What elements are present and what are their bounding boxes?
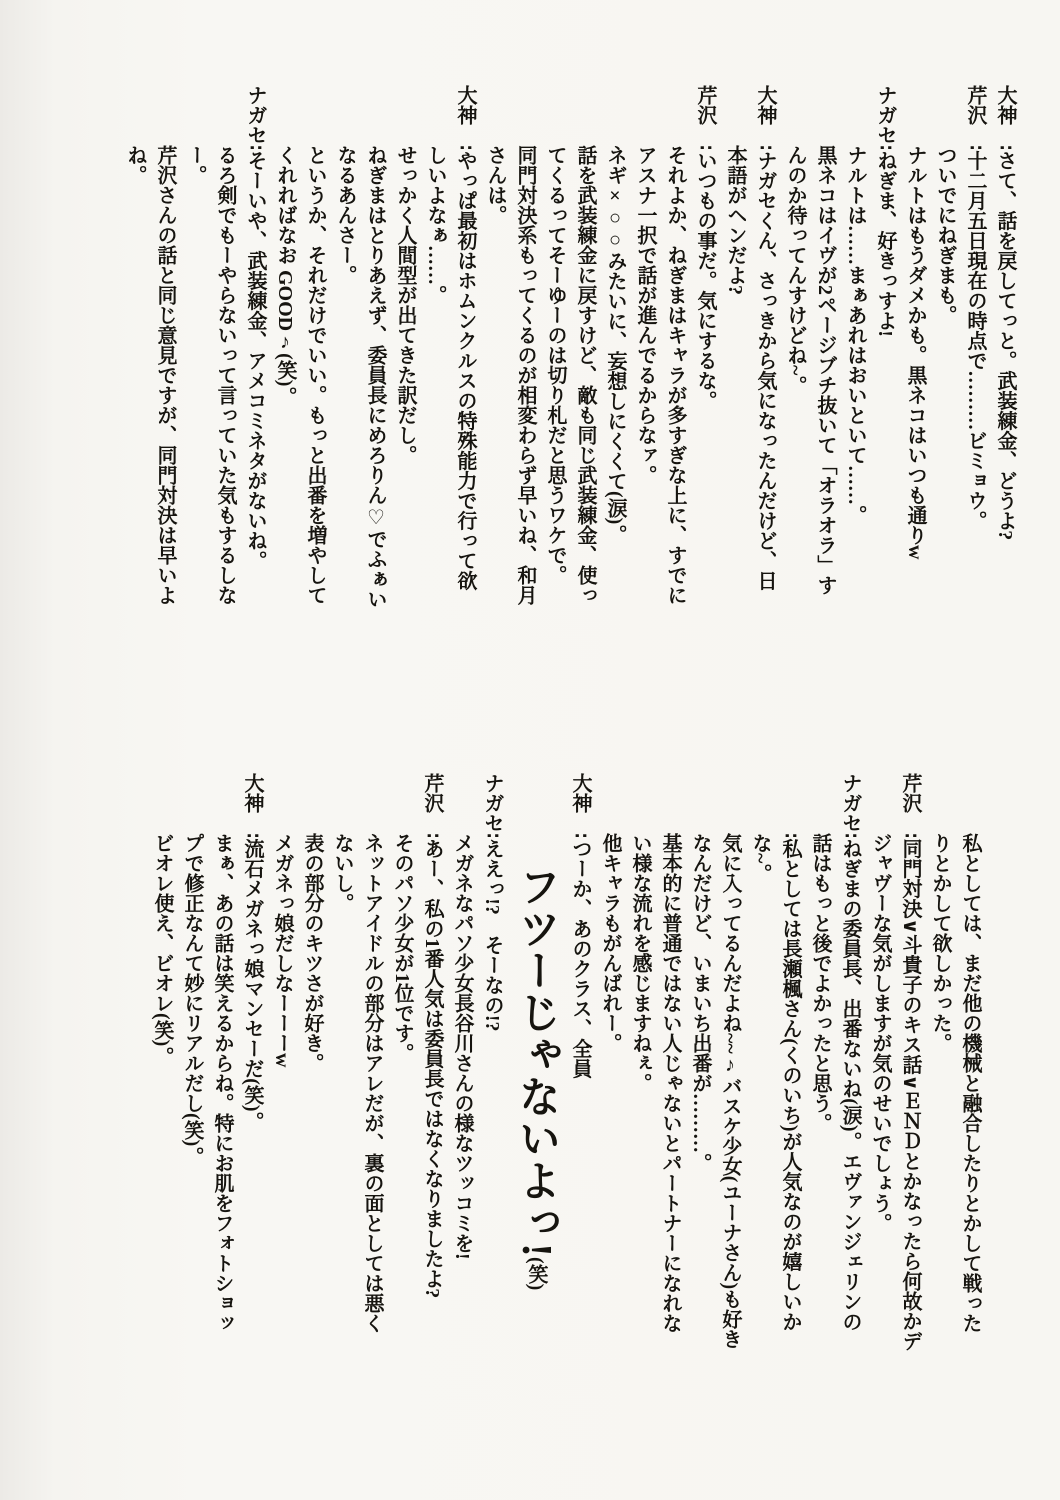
dialogue-text: るろ剣でもーやらないって言っていた気もするしなー。	[184, 145, 236, 605]
dialogue-text: 芹沢さんの話と同じ意見ですが、同門対決は早いよね。	[124, 145, 176, 605]
dialogue-text: というか、それだけでいい。もっと出番を増やしてくれればなお GOOD♪(笑)。	[274, 145, 326, 605]
speaker-label: ナガセ	[481, 773, 503, 833]
dialogue-paragraph	[540, 85, 600, 610]
dialogue-text: ∶十二月五日現在の時点で………ビミョウ。	[964, 145, 986, 531]
dialogue-paragraph	[870, 85, 900, 610]
speaker-label: 芹沢	[899, 773, 921, 833]
dialogue-text: ∶そーいや、武装練金、アメコミネタがないね。	[244, 145, 266, 571]
dialogue-text: それよか、ねぎまはキャラが多すぎな上に、すでにアスナ一択で話が進んでるからなァ。	[634, 145, 686, 605]
dialogue-text: ナルトはもうダメかも。黒ネコはいつも通りw	[904, 145, 926, 560]
dialogue-suffix: (笑)	[525, 1257, 547, 1291]
dialogue-text: ∶ねぎま、好きっすよ!	[874, 145, 896, 337]
dialogue-paragraph	[237, 773, 267, 1351]
talk-block-bottom	[147, 773, 985, 1351]
dialogue-paragraph	[630, 85, 690, 610]
speaker-label: 大神	[569, 773, 591, 833]
dialogue-paragraph	[417, 773, 447, 1351]
dialogue-text: 話を武装練金に戻すけど、敵も同じ武装練金、使ってくるってそーゆーのは切り札だと思うワケで。	[544, 145, 596, 605]
dialogue-paragraph	[805, 773, 865, 1351]
dialogue-text: ビオレ使え、ビオレ(笑)。	[151, 833, 173, 1067]
dialogue-text: ∶あー、私の1番人気は委員長ではなくなりましたよ?	[421, 833, 443, 1299]
dialogue-paragraph	[267, 773, 297, 1351]
dialogue-text: ∶つーか、あのクラス、全員	[569, 833, 591, 1079]
dialogue-paragraph	[865, 773, 925, 1351]
dialogue-text: ∶ええっ!? そーなの!?	[481, 833, 503, 1032]
dialogue-paragraph	[780, 85, 840, 610]
dialogue-paragraph	[625, 773, 685, 1351]
dialogue-text: ∶いつもの事だ。気にするな。	[694, 145, 716, 411]
dialogue-text: ∶やっぱ最初はホムンクルスの特殊能力で行って欲しいよなぁ……。	[424, 145, 476, 591]
dialogue-paragraph	[270, 85, 330, 610]
dialogue-paragraph	[387, 773, 417, 1351]
dialogue-text: まぁ、あの話は笑えるからね。特にお肌をフォトショップで修正なんて妙にリアルだし(笑)。	[181, 833, 233, 1333]
speaker-label: 芹沢	[964, 85, 986, 145]
speaker-label: 大神	[754, 85, 776, 145]
dialogue-paragraph	[990, 85, 1020, 610]
dialogue-paragraph	[447, 773, 477, 1351]
dialogue-paragraph	[480, 85, 540, 610]
dialogue-paragraph	[690, 85, 720, 610]
speaker-label: 大神	[994, 85, 1016, 145]
dialogue-paragraph	[960, 85, 990, 610]
dialogue-text: 他キャラもがんばれー。	[599, 833, 621, 1053]
dialogue-text: ∶ナガセくん、さっきから気になったんだけど、日本語がヘンだよ?	[724, 145, 776, 591]
speaker-label: ナガセ	[244, 85, 266, 145]
talk-block-top	[120, 85, 1020, 610]
dialogue-paragraph	[595, 773, 625, 1351]
dialogue-paragraph	[930, 85, 960, 610]
dialogue-text: ねぎまはとりあえず、委員長にめろりん♡でふぁいなるあんさー。	[334, 145, 386, 609]
dialogue-paragraph	[600, 85, 630, 610]
dialogue-text: 気に入ってるんだよね~~♪バスケ少女(ユーナさん)も好きなんだけど、いまいち出番が………。	[689, 833, 741, 1350]
speaker-label: 大神	[454, 85, 476, 145]
dialogue-paragraph	[900, 85, 930, 610]
dialogue-paragraph	[420, 85, 480, 610]
dialogue-paragraph	[120, 85, 180, 610]
dialogue-paragraph	[177, 773, 237, 1351]
dialogue-text: そのパソ少女が1位です。	[391, 833, 413, 1063]
dialogue-text: ∶同門対決∨斗貴子のキス話∨ＥＮＤとかなったら何故かデジャヴーな気がしますが気のせいでしょう。	[869, 833, 921, 1351]
dialogue-text: メガネっ娘だしなーーーw	[271, 833, 293, 1068]
dialogue-text: ネットアイドルの部分はアレだが、裏の面としては悪くないし。	[331, 833, 383, 1333]
dialogue-text: ナルトは……まぁあれはおいといて……。	[844, 145, 866, 525]
dialogue-text: 表の部分のキツさが好き。	[301, 833, 323, 1073]
dialogue-paragraph	[147, 773, 177, 1351]
dialogue-paragraph	[565, 773, 595, 1351]
dialogue-text: ∶さて、話を戻してっと。武装練金、どうよ?	[994, 145, 1016, 541]
speaker-label: ナガセ	[839, 773, 861, 833]
dialogue-text: せっかく人間型が出てきた訳だし。	[394, 145, 416, 465]
dialogue-paragraph	[477, 773, 507, 1351]
dialogue-text: ∶ねぎまの委員長、出番ないね(涙)。エヴァンジェリンの話はもっと後でよかったと思う。	[809, 833, 861, 1332]
speaker-label: 芹沢	[421, 773, 443, 833]
dialogue-paragraph	[327, 773, 387, 1351]
dialogue-text: フツーじゃないよっ!	[513, 865, 559, 1257]
dialogue-paragraph	[745, 773, 805, 1351]
dialogue-paragraph	[507, 773, 565, 1351]
dialogue-paragraph	[685, 773, 745, 1351]
speaker-label: ナガセ	[874, 85, 896, 145]
dialogue-text: 私としては、まだ他の機械と融合したりとかして戦ったりとかして欲しかった。	[929, 833, 981, 1333]
speaker-label: 大神	[241, 773, 263, 833]
dialogue-paragraph	[330, 85, 390, 610]
dialogue-text: 同門対決系もってくるのが相変わらず早いね、和月さんは。	[484, 145, 536, 605]
dialogue-paragraph	[390, 85, 420, 610]
dialogue-text: ネギ×○○みたいに、妄想しにくくて(涙)。	[604, 145, 626, 545]
dialogue-text: メガネなパソ少女長谷川さんの様なツッコミを!	[451, 833, 473, 1260]
dialogue-paragraph	[840, 85, 870, 610]
dialogue-text: 基本的に普通ではない人じゃないとパートナーになれない様な流れを感じますねぇ。	[629, 833, 681, 1333]
dialogue-paragraph	[180, 85, 240, 610]
dialogue-text: 黒ネコはイヴが2ページブチ抜いて「オラオラ」すんのか待ってんすけどね~。	[784, 145, 836, 595]
speaker-label: 芹沢	[694, 85, 716, 145]
dialogue-paragraph	[297, 773, 327, 1351]
dialogue-text: ついでにねぎまも。	[934, 145, 956, 325]
dialogue-text: ∶私としては長瀬楓さん(くのいち)が人気なのが嬉しいかな~。	[749, 833, 801, 1332]
dialogue-paragraph	[925, 773, 985, 1351]
dialogue-paragraph	[720, 85, 780, 610]
dialogue-text: ∶流石メガネっ娘マンセーだ(笑)。	[241, 833, 263, 1132]
dialogue-paragraph	[240, 85, 270, 610]
